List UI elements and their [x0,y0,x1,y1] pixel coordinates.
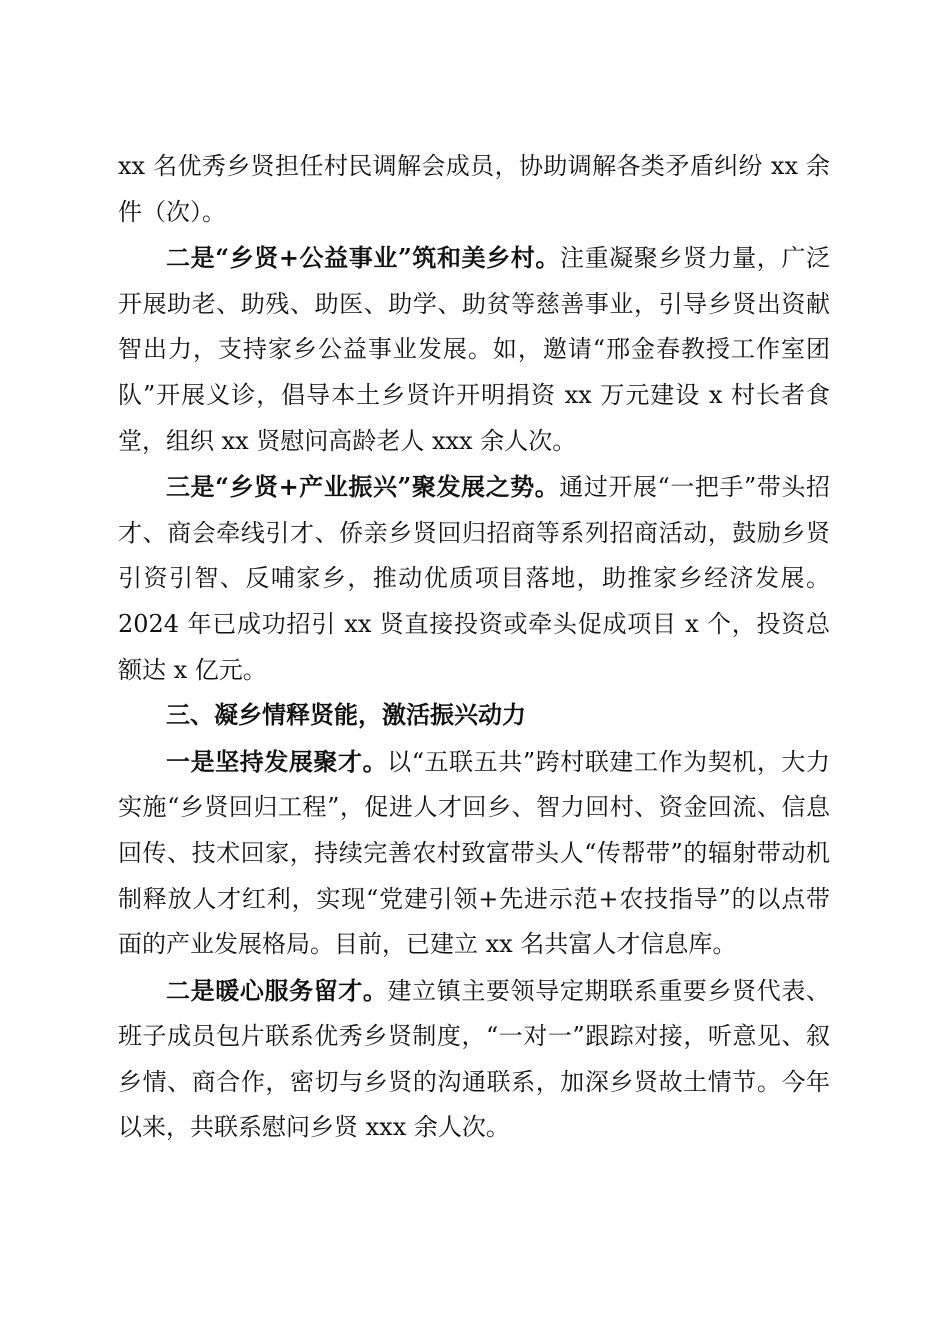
document-page [118,144,830,1151]
paragraph-body: xx 名优秀乡贤担任村民调解会成员，协助调解各类矛盾纠纷 xx 余件（次）。 [118,152,830,226]
paragraph-continuation [118,144,830,235]
paragraph-industry-revitalization [118,464,830,693]
paragraph-lead: 二是暖心服务留才。 [166,975,388,1005]
paragraph-talent-retention [118,968,830,1151]
paragraph-public-welfare [118,235,830,464]
paragraph-talent-gathering [118,739,830,968]
section-heading: 三、凝乡情释贤能，激活振兴动力 [166,701,526,730]
paragraph-lead: 一是坚持发展聚才。 [166,746,388,776]
paragraph-body: 注重凝聚乡贤力量，广泛开展助老、助残、助医、助学、助贫等慈善事业，引导乡贤出资献智出力，支持家乡公益事业发展。如，邀请“邢金春教授工作室团队”开展义诊，倡导本土乡贤许开明捐资 xx 万元建设 x 村长者食堂，组织 xx 贤慰问高龄老人 xxx 余人次。 [118,244,830,455]
paragraph-body: 建立镇主要领导定期联系重要乡贤代表、班子成员包片联系优秀乡贤制度，“一对一”跟踪对接，听意见、叙乡情、商合作，密切与乡贤的沟通联系，加深乡贤故土情节。今年以来，共联系慰问乡贤 xxx 余人次。 [118,976,831,1142]
paragraph-body: 以“五联五共”跨村联建工作为契机，大力实施“乡贤回归工程”，促进人才回乡、智力回村、资金回流、信息回传、技术回家，持续完善农村致富带头人“传帮带”的辐射带动机制释放人才红利，实现“党建引领+先进示范+农技指导”的以点带面的产业发展格局。目前，已建立 xx 名共富人才信息库。 [118,747,830,959]
paragraph-lead: 三是“乡贤+产业振兴”聚发展之势。 [166,472,560,502]
paragraph-body: 通过开展“一把手”带头招才、商会牵线引才、侨亲乡贤回归招商等系列招商活动，鼓励乡贤引资引智、反哺家乡，推动优质项目落地，助推家乡经济发展。2024 年已成功招引 xx 贤直接投资或牵头促成项目 x 个，投资总额达 x 亿元。 [118,473,831,684]
paragraph-lead: 二是“乡贤+公益事业”筑和美乡村。 [166,243,560,273]
